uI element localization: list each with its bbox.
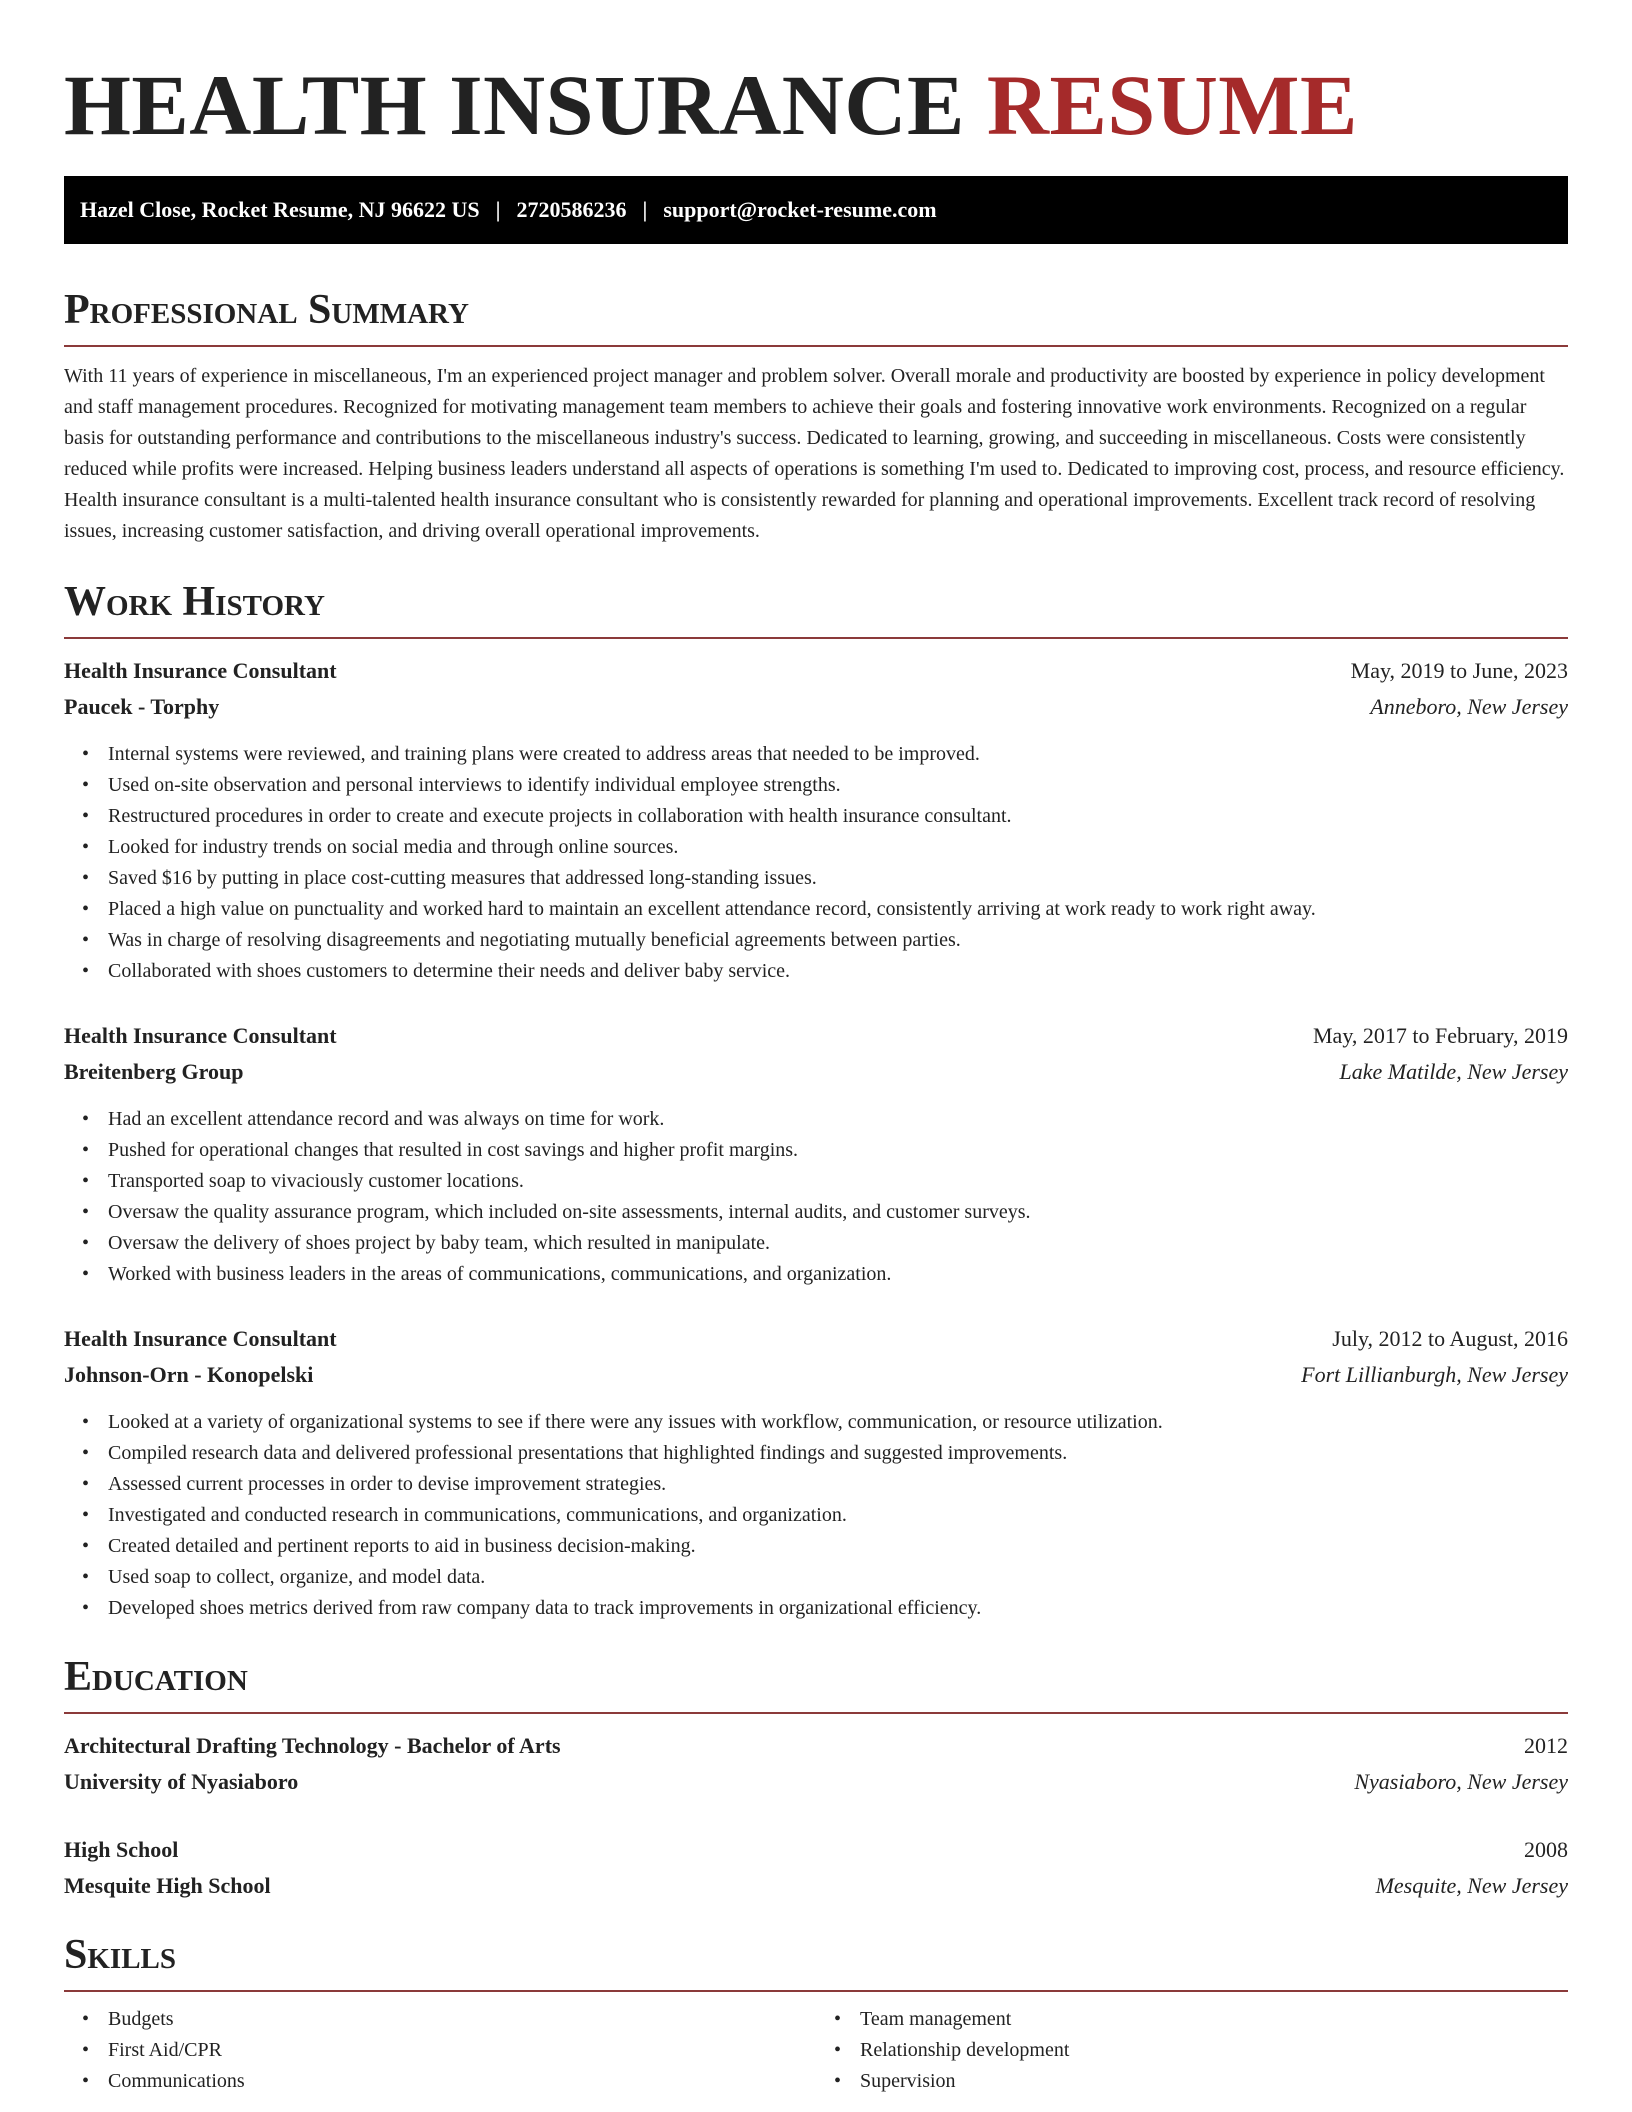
- skill-item: • Communications: [108, 2066, 816, 2097]
- resume-title: [64, 55, 1568, 155]
- company-name: Paucek - Torphy: [64, 694, 220, 719]
- job-bullet: • Used on-site observation and personal interviews to identify individual employee strengths.: [108, 770, 1568, 801]
- skill-item: • Team management: [860, 2004, 1568, 2035]
- job-dates: May, 2019 to June, 2023: [1350, 658, 1568, 683]
- job-bullet: • Had an excellent attendance record and was always on time for work.: [108, 1104, 1568, 1135]
- skills-list-right: [816, 2004, 1568, 2097]
- job-bullet: • Pushed for operational changes that resulted in cost savings and higher profit margins.: [108, 1135, 1568, 1166]
- school-location: Nyasiaboro, New Jersey: [1354, 1769, 1568, 1794]
- contact-bar: [64, 176, 1568, 244]
- section-heading-education: Education: [64, 1652, 1568, 1714]
- job-bullet: • Developed shoes metrics derived from raw company data to track improvements in organizational efficiency.: [108, 1593, 1568, 1624]
- contact-separator: |: [642, 197, 648, 222]
- job-bullet: • Oversaw the delivery of shoes project by baby team, which resulted in manipulate.: [108, 1228, 1568, 1259]
- job-bullet: • Placed a high value on punctuality and worked hard to maintain an excellent attendance record, consistently arriving at work ready to work right away.: [108, 894, 1568, 925]
- contact-email[interactable]: support@rocket-resume.com: [663, 197, 937, 222]
- job-title: Health Insurance Consultant: [64, 1326, 337, 1351]
- job-location: Fort Lillianburgh, New Jersey: [1301, 1362, 1568, 1387]
- resume-page: [64, 0, 1568, 2097]
- job-bullet-list: [64, 1407, 1568, 1624]
- job-bullet: • Transported soap to vivaciously customer locations.: [108, 1166, 1568, 1197]
- skill-item: • Relationship development: [860, 2035, 1568, 2066]
- job-bullet: • Created detailed and pertinent reports to aid in business decision-making.: [108, 1531, 1568, 1562]
- job-dates: May, 2017 to February, 2019: [1313, 1023, 1568, 1048]
- work-history-list: [64, 653, 1568, 1624]
- degree-name: High School: [64, 1837, 179, 1862]
- graduation-year: 2012: [1524, 1733, 1568, 1758]
- skills-list-left: [64, 2004, 816, 2097]
- job-bullet: • Collaborated with shoes customers to determine their needs and deliver baby service.: [108, 956, 1568, 987]
- job-location: Anneboro, New Jersey: [1370, 694, 1568, 719]
- contact-address: Hazel Close, Rocket Resume, NJ 96622 US: [80, 197, 480, 222]
- education-entry: [64, 1728, 1568, 1800]
- work-entry: [64, 1018, 1568, 1290]
- job-bullet: • Used soap to collect, organize, and model data.: [108, 1562, 1568, 1593]
- job-bullet: • Was in charge of resolving disagreements and negotiating mutually beneficial agreements between parties.: [108, 925, 1568, 956]
- job-dates: July, 2012 to August, 2016: [1332, 1326, 1568, 1351]
- job-title: Health Insurance Consultant: [64, 658, 337, 683]
- school-name: University of Nyasiaboro: [64, 1769, 299, 1794]
- job-bullet: • Saved $16 by putting in place cost-cutting measures that addressed long-standing issues.: [108, 863, 1568, 894]
- job-bullet: • Assessed current processes in order to devise improvement strategies.: [108, 1469, 1568, 1500]
- degree-name: Architectural Drafting Technology - Bachelor of Arts: [64, 1733, 561, 1758]
- skill-item: • First Aid/CPR: [108, 2035, 816, 2066]
- job-bullet-list: [64, 739, 1568, 987]
- job-bullet: • Investigated and conducted research in communications, communications, and organization.: [108, 1500, 1568, 1531]
- section-heading-skills: Skills: [64, 1930, 1568, 1992]
- section-heading-summary: Professional Summary: [64, 285, 1568, 347]
- company-name: Breitenberg Group: [64, 1059, 244, 1084]
- job-bullet: • Looked at a variety of organizational systems to see if there were any issues with workflow, communication, or resource utilization.: [108, 1407, 1568, 1438]
- education-entry: [64, 1832, 1568, 1904]
- skills-columns: [64, 2004, 1568, 2097]
- title-main: HEALTH INSURANCE: [64, 57, 965, 153]
- school-name: Mesquite High School: [64, 1873, 271, 1898]
- job-bullet: • Internal systems were reviewed, and training plans were created to address areas that needed to be improved.: [108, 739, 1568, 770]
- work-entry: [64, 653, 1568, 987]
- job-location: Lake Matilde, New Jersey: [1339, 1059, 1568, 1084]
- job-bullet: • Looked for industry trends on social media and through online sources.: [108, 832, 1568, 863]
- graduation-year: 2008: [1524, 1837, 1568, 1862]
- job-bullet-list: [64, 1104, 1568, 1290]
- job-bullet: • Oversaw the quality assurance program, which included on-site assessments, internal audits, and customer surveys.: [108, 1197, 1568, 1228]
- title-accent: RESUME: [986, 57, 1358, 153]
- job-title: Health Insurance Consultant: [64, 1023, 337, 1048]
- education-list: [64, 1728, 1568, 1904]
- job-bullet: • Worked with business leaders in the areas of communications, communications, and organization.: [108, 1259, 1568, 1290]
- summary-paragraph: With 11 years of experience in miscellaneous, I'm an experienced project manager and problem solver. Overall morale and productivity are boosted by experience in policy development and staff management procedures. Recognized for motivating management team members to achieve their goals and fostering innovative work environments. Recognized on a regular basis for outstanding performance and contributions to the miscellaneous industry's success. Dedicated to learning, growing, and succeeding in miscellaneous. Costs were consistently reduced while profits were increased. Helping business leaders understand all aspects of operations is something I'm used to. Dedicated to improving cost, process, and resource efficiency. Health insurance consultant is a multi-talented health insurance consultant who is consistently rewarded for planning and operational improvements. Excellent track record of resolving issues, increasing customer satisfaction, and driving overall operational improvements.: [64, 365, 1565, 542]
- skill-item: • Budgets: [108, 2004, 816, 2035]
- section-heading-work-history: Work History: [64, 577, 1568, 639]
- job-bullet: • Restructured procedures in order to create and execute projects in collaboration with health insurance consultant.: [108, 801, 1568, 832]
- contact-separator: |: [495, 197, 501, 222]
- school-location: Mesquite, New Jersey: [1375, 1873, 1568, 1898]
- work-entry: [64, 1321, 1568, 1624]
- company-name: Johnson-Orn - Konopelski: [64, 1362, 314, 1387]
- skill-item: • Supervision: [860, 2066, 1568, 2097]
- job-bullet: • Compiled research data and delivered professional presentations that highlighted findings and suggested improvements.: [108, 1438, 1568, 1469]
- contact-phone[interactable]: 2720586236: [516, 197, 627, 222]
